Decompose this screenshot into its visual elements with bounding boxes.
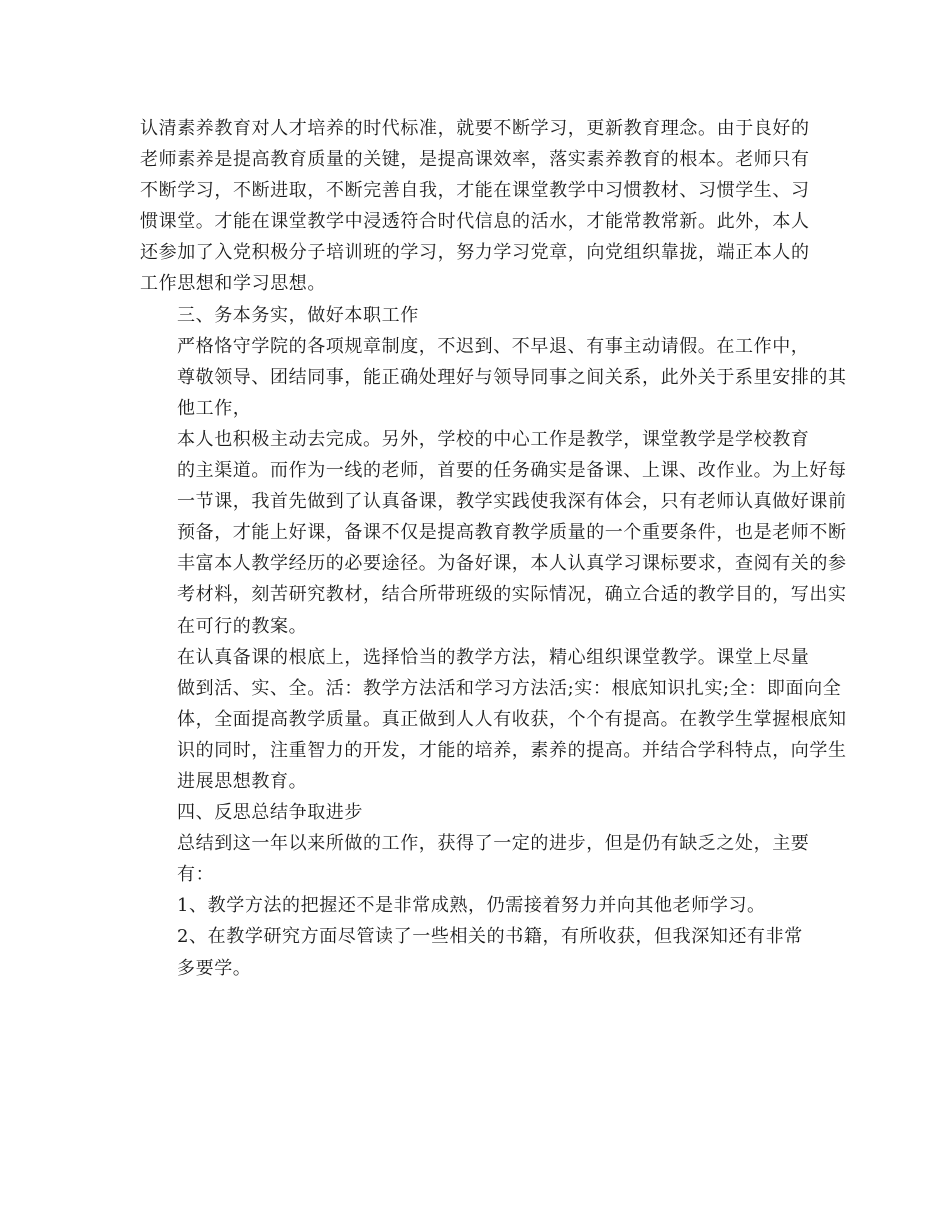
text-line: 在可行的教案。 [177, 615, 308, 637]
text-line: 进展思想教育。 [177, 770, 308, 792]
text-line: 惯课堂。才能在课堂教学中浸透符合时代信息的活水，才能常教常新。此外，本人 [140, 211, 810, 233]
text-line: 认清素养教育对人才培养的时代标准，就要不断学习，更新教育理念。由于良好的 [140, 118, 810, 139]
text-line: 一节课，我首先做到了认真备课，教学实践使我深有体会，只有老师认真做好课前 [177, 491, 847, 513]
text-line: 在认真备课的根底上，选择恰当的教学方法，精心组织课堂教学。课堂上尽量 [177, 646, 810, 668]
paragraph [140, 921, 812, 983]
paragraph [140, 828, 812, 890]
text-line: 多要学。 [177, 957, 252, 979]
text-line: 老师素养是提高教育质量的关键，是提高课效率，落实素养教育的根本。老师只有 [140, 149, 810, 171]
text-line: 体，全面提高教学质量。真正做到人人有收获，个个有提高。在教学生掌握根底知 [177, 708, 847, 730]
text-line: 总结到这一年以来所做的工作，获得了一定的进步，但是仍有缺乏之处，主要 [177, 833, 810, 855]
text-line: 做到活、实、全。活：教学方法活和学习方法活;实：根底知识扎实;全：即面向全 [177, 677, 842, 699]
text-line: 识的同时，注重智力的开发，才能的培养，素养的提高。并结合学科特点，向学生 [177, 739, 847, 761]
paragraph [140, 300, 812, 331]
text-line: 1、教学方法的把握还不是非常成熟，仍需接着努力并向其他老师学习。 [177, 895, 766, 917]
text-line: 2、在教学研究方面尽管读了一些相关的书籍，有所收获，但我深知还有非常 [177, 926, 803, 948]
text-line: 尊敬领导、团结同事，能正确处理好与领导同事之间关系，此外关于系里安排的其 [177, 366, 847, 388]
text-line: 严格恪守学院的各项规章制度，不迟到、不早退、有事主动请假。在工作中， [177, 335, 810, 357]
text-line: 三、务本务实，做好本职工作 [177, 304, 419, 326]
text-line: 预备，才能上好课，备课不仅是提高教育教学质量的一个重要条件，也是老师不断 [177, 522, 847, 544]
text-line: 考材料，刻苦研究教材，结合所带班级的实际情况，确立合适的教学目的，写出实 [177, 584, 847, 606]
text-line: 丰富本人教学经历的必要途径。为备好课，本人认真学习课标要求，查阅有关的参 [177, 553, 847, 575]
paragraph [140, 797, 812, 828]
paragraph [140, 113, 812, 300]
text-line: 工作思想和学习思想。 [140, 273, 326, 295]
text-line: 有： [177, 864, 215, 886]
paragraph [140, 331, 847, 424]
text-line: 四、反思总结争取进步 [177, 802, 363, 824]
document-page [140, 113, 847, 984]
paragraph [140, 890, 812, 921]
text-line: 本人也积极主动去完成。另外，学校的中心工作是教学，课堂教学是学校教育 [177, 428, 810, 450]
text-line: 不断学习，不断进取，不断完善自我，才能在课堂教学中习惯教材、习惯学生、习 [140, 180, 810, 202]
text-line: 的主渠道。而作为一线的老师，首要的任务确实是备课、上课、改作业。为上好每 [177, 460, 847, 482]
text-line: 还参加了入党积极分子培训班的学习，努力学习党章，向党组织靠拢，端正本人的 [140, 242, 810, 264]
text-line: 他工作， [177, 397, 252, 419]
paragraph [140, 642, 847, 797]
paragraph [140, 424, 847, 642]
